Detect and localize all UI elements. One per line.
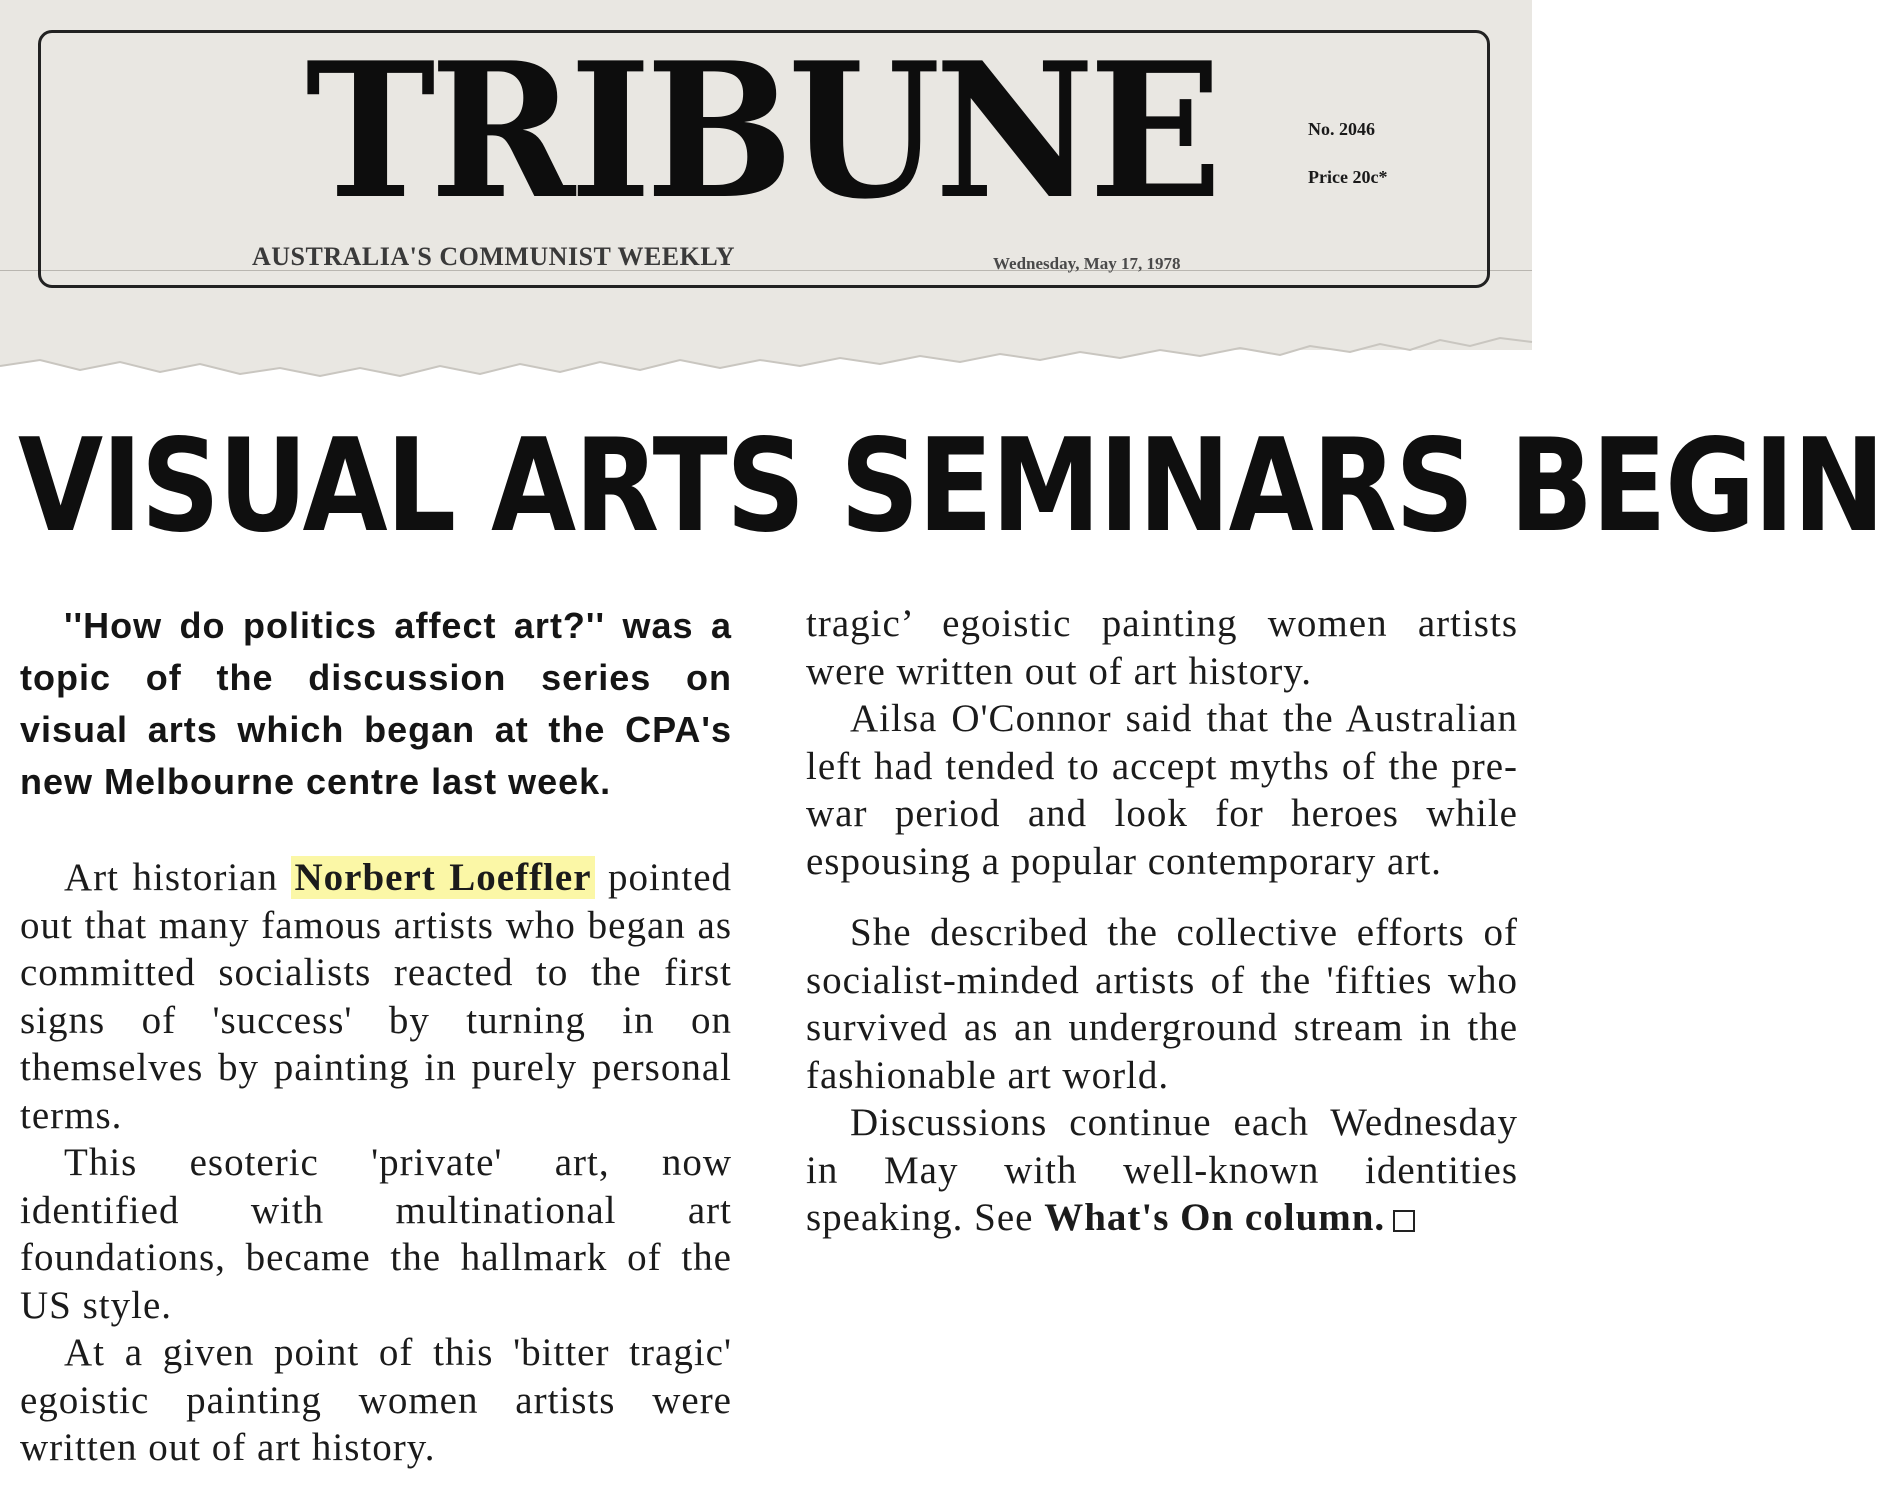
masthead-strip [0, 0, 1532, 350]
article-paragraph [806, 1099, 1518, 1242]
price-label: Price 20c* [1308, 167, 1388, 187]
torn-paper-edge [0, 300, 1532, 380]
masthead-title: TRIBUNE [305, 21, 1217, 240]
whats-on-reference: What's On column. [1044, 1196, 1386, 1239]
article-paragraph: She described the collective efforts of socialist-minded artists of the 'fifties who survived as an underground stream in the fashionable art world. [806, 911, 1518, 1097]
issue-date: Wednesday, May 17, 1978 [993, 254, 1181, 273]
article-paragraph-continued: tragic’ egoistic painting women artists were written out of art history. [806, 602, 1518, 693]
paragraph-text: Discussions continue each Wednesday in May with well-known identities speaking. See [806, 1101, 1518, 1239]
article-paragraph: At a given point of this 'bitter tragic' egoistic painting women artists were written out of art history. [20, 1331, 732, 1469]
highlighted-name: Norbert Loeffler [291, 856, 594, 899]
article-headline: VISUAL ARTS SEMINARS BEGIN [18, 412, 1883, 561]
article-paragraph: Ailsa O'Connor said that the Australian left had tended to accept myths of the pre-war period and look for heroes while espousing a popular contemporary art. [806, 697, 1518, 883]
article-paragraph: This esoteric 'private' art, now identified with multinational art foundations, became the hallmark of the US style. [20, 1141, 732, 1327]
paragraph-text: Art historian [64, 856, 292, 899]
masthead-subtitle: AUSTRALIA'S COMMUNIST WEEKLY [252, 242, 736, 271]
issue-number: No. 2046 [1308, 119, 1375, 139]
article-lede: ''How do politics affect art?'' was a topic of the discussion series on visual arts which began at the CPA's new Melbourne centre last week. [20, 605, 732, 802]
end-mark-icon [1393, 1210, 1415, 1232]
article-column-right [806, 600, 1518, 1242]
article-paragraph [20, 854, 732, 1139]
paragraph-text: pointed out that many famous artists who began as committed socialists reacted to the first signs of 'success' by turning in on themselves by painting in purely personal terms. [20, 856, 733, 1137]
article-column-left [20, 600, 733, 1469]
